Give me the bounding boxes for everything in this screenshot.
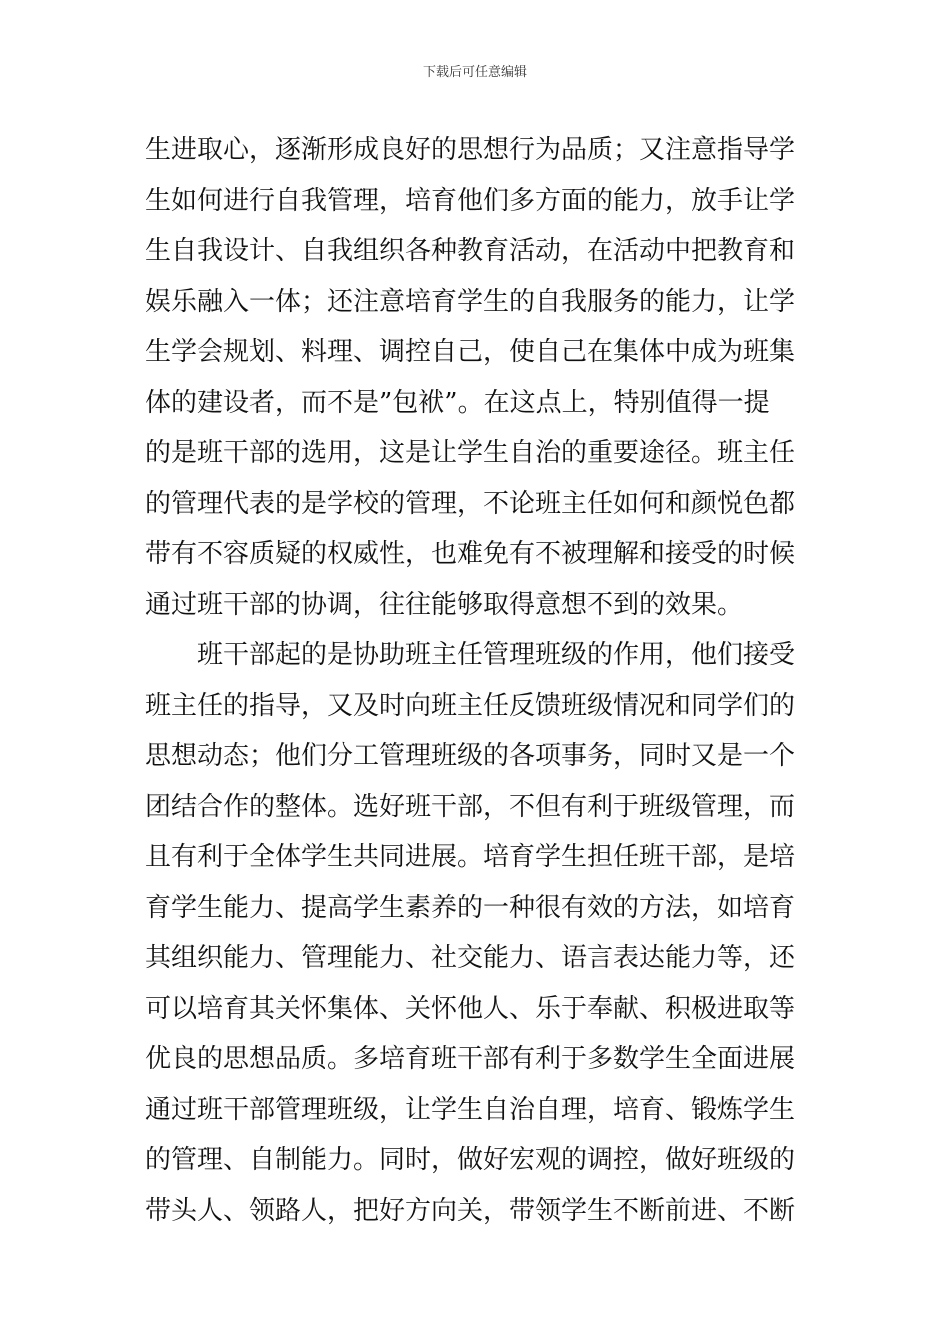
text-line: 的管理代表的是学校的管理，不论班主任如何和颜悦色都 <box>145 488 796 519</box>
text-line: 团结合作的整体。选好班干部，不但有利于班级管理，而 <box>145 791 796 822</box>
text-line: 通过班干部管理班级，让学生自治自理，培育、锻炼学生 <box>145 1094 796 1125</box>
text-line: 其组织能力、管理能力、社交能力、语言表达能力等，还 <box>145 943 796 973</box>
text-line: 带头人、领路人，把好方向关，带领学生不断前进、不断 <box>145 1195 796 1226</box>
text-line: 优良的思想品质。多培育班干部有利于多数学生全面进展 <box>145 1044 796 1074</box>
text-line: 的是班干部的选用，这是让学生自治的重要途径。班主任 <box>145 438 796 468</box>
text-line: 生进取心，逐渐形成良好的思想行为品质；又注意指导学 <box>145 135 796 165</box>
text-line: 生如何进行自我管理，培育他们多方面的能力，放手让学 <box>145 185 796 216</box>
text-line: 带有不容质疑的权威性，也难免有不被理解和接受的时候 <box>145 539 796 569</box>
text-line: 且有利于全体学生共同进展。培育学生担任班干部，是培 <box>145 842 796 872</box>
page-header-note: 下载后可任意编辑 <box>422 65 527 80</box>
text-line: 班主任的指导，又及时向班主任反馈班级情况和同学们的 <box>145 690 796 721</box>
text-line: 的管理、自制能力。同时，做好宏观的调控，做好班级的 <box>145 1145 796 1175</box>
text-line: 育学生能力、提高学生素养的一种很有效的方法，如培育 <box>145 892 796 923</box>
paragraph-start-line: 班干部起的是协助班主任管理班级的作用，他们接受 <box>145 640 796 670</box>
document-body <box>145 125 807 1236</box>
text-line: 思想动态；他们分工管理班级的各项事务，同时又是一个 <box>145 741 796 771</box>
text-line: 体的建设者，而不是”包袱”。在这点上，特别值得一提 <box>145 387 770 418</box>
text-line: 生学会规划、料理、调控自己，使自己在集体中成为班集 <box>145 337 796 367</box>
text-line: 娱乐融入一体；还注意培育学生的自我服务的能力，让学 <box>145 286 796 317</box>
text-line: 生自我设计、自我组织各种教育活动，在活动中把教育和 <box>145 236 796 266</box>
text-line: 可以培育其关怀集体、关怀他人、乐于奉献、积极进取等 <box>145 993 796 1024</box>
text-line: 通过班干部的协调，往往能够取得意想不到的效果。 <box>145 589 744 620</box>
